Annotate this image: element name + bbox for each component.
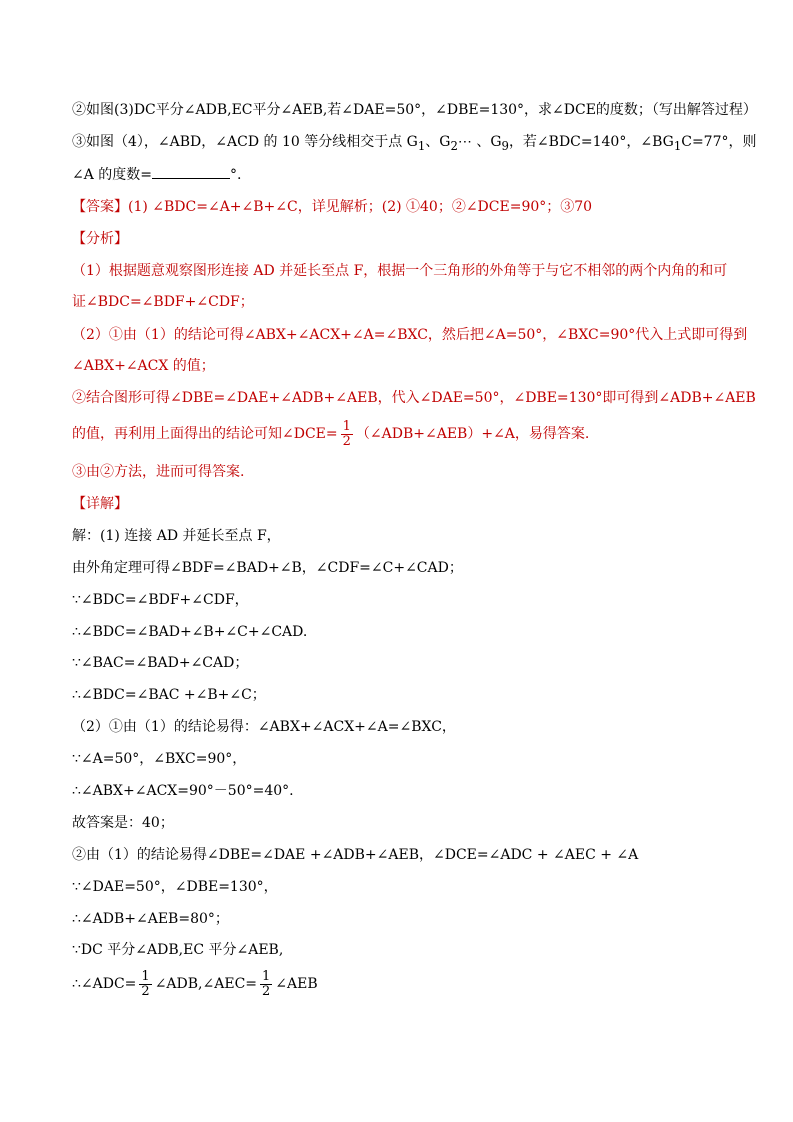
text: 的值，再利用上面得出的结论可知∠DCE= (72, 426, 338, 442)
analysis-p2a: （2）①由（1）的结论可得∠ABX+∠ACX+∠A=∠BXC，然后把∠A=50°，∠BXC=90°代入上式即可得到 (72, 327, 748, 343)
question-line-2: ②如图(3)DC平分∠ADB,EC平分∠AEB,若∠DAE=50°，∠DBE=130°，求∠DCE的度数；（写出解答过程） (72, 102, 757, 118)
detail-s11: ②由（1）的结论易得∠DBE=∠DAE +∠ADB+∠AEB，∠DCE=∠ADC + ∠AEC + ∠A (72, 847, 639, 863)
detail-label: 【详解】 (72, 496, 128, 512)
text: ∠ADB,∠AEC= (154, 976, 258, 992)
detail-s14: ∵DC 平分∠ADB,EC 平分∠AEB, (72, 942, 284, 958)
answer-label: 【答案】 (72, 199, 128, 215)
denominator: 2 (141, 983, 150, 999)
text: °. (230, 167, 242, 183)
detail-s3: ∵∠BDC=∠BDF+∠CDF， (72, 592, 249, 608)
detail-s13: ∴∠ADB+∠AEB=80°； (72, 911, 229, 927)
analysis-label: 【分析】 (72, 231, 128, 247)
denominator: 2 (262, 983, 271, 999)
answer-blank (152, 164, 230, 179)
text: ∴∠ADC= (72, 976, 137, 992)
detail-s8: ∵∠A=50°，∠BXC=90°， (72, 751, 247, 767)
denominator: 2 (342, 433, 351, 449)
text: 、G (425, 134, 451, 150)
answer-line (72, 197, 733, 217)
text: ⋯ 、G (457, 134, 502, 150)
answer-text: (1) ∠BDC=∠A+∠B+∠C，详见解析；(2) ①40；②∠DCE=90°；③70 (128, 199, 593, 215)
text: ，若∠BDC=140°，∠BG (508, 134, 674, 150)
detail-s9: ∴∠ABX+∠ACX=90°－50°=40°. (72, 783, 294, 799)
detail-s4: ∴∠BDC=∠BAD+∠B+∠C+∠CAD. (72, 624, 308, 640)
text: ③如图（4），∠ABD，∠ACD 的 10 等分线相交于点 G (72, 134, 418, 150)
text: （∠ADB+∠AEB）+∠A，易得答案. (355, 426, 590, 442)
text: ∠AEB (275, 976, 318, 992)
numerator: 1 (141, 968, 150, 984)
numerator: 1 (262, 968, 271, 984)
detail-s1: 解：(1) 连接 AD 并延长至点 F， (72, 528, 281, 544)
fraction (260, 970, 272, 999)
detail-s2: 由外角定理可得∠BDF=∠BAD+∠B，∠CDF=∠C+∠CAD； (72, 560, 463, 576)
fraction (139, 970, 151, 999)
subscript: 1 (673, 138, 682, 153)
question-line-4 (72, 164, 733, 185)
detail-s7: （2）①由（1）的结论易得：∠ABX+∠ACX+∠A=∠BXC， (72, 719, 456, 735)
detail-s12: ∵∠DAE=50°，∠DBE=130°， (72, 879, 278, 895)
analysis-p1a: （1）根据题意观察图形连接 AD 并延长至点 F，根据一个三角形的外角等于与它不相邻的两个内角的和可 (72, 263, 728, 279)
subscript: 2 (450, 138, 458, 153)
analysis-p3b (72, 418, 733, 450)
detail-s5: ∵∠BAC=∠BAD+∠CAD； (72, 655, 249, 671)
analysis-p3a: ②结合图形可得∠DBE=∠DAE+∠ADB+∠AEB，代入∠DAE=50°，∠DBE=130°即可得到∠ADB+∠AEB (72, 390, 756, 406)
text: C=77°，则 (681, 134, 757, 150)
subscript: 1 (417, 138, 426, 153)
fraction (341, 420, 353, 449)
analysis-p2b: ∠ABX+∠ACX 的值； (72, 358, 215, 374)
analysis-p4: ③由②方法，进而可得答案. (72, 464, 245, 480)
text: ∠A 的度数= (72, 167, 153, 183)
numerator: 1 (342, 418, 351, 434)
subscript: 9 (501, 138, 509, 153)
detail-s10: 故答案是：40； (72, 815, 174, 831)
analysis-p1b: 证∠BDC=∠BDF+∠CDF； (72, 294, 254, 310)
question-line-3 (72, 132, 757, 156)
detail-s15 (72, 966, 733, 1002)
detail-s6: ∴∠BDC=∠BAC +∠B+∠C； (72, 687, 266, 703)
